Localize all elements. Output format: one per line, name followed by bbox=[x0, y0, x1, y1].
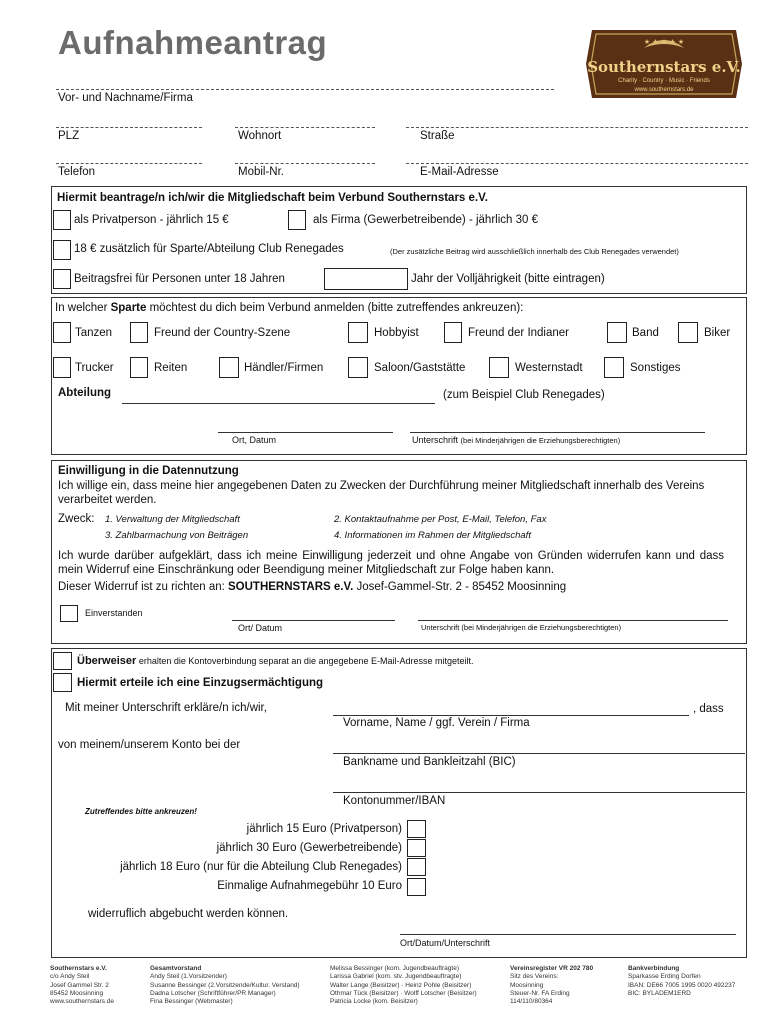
mobil-label: Mobil-Nr. bbox=[238, 166, 285, 178]
consent-date-label: Ort/ Datum bbox=[238, 623, 283, 633]
company-checkbox[interactable] bbox=[288, 210, 306, 230]
free-checkbox[interactable] bbox=[53, 269, 71, 289]
footer-col: Melissa Bessinger (kom. Jugendbeauftragte) Larissa Gabriel (kom. stv. Jugendbeauftragte) Walter Lange (Beisitzer) · Heinz Pohle (Beisitzer) Othmar Tück (Beisitzer) · Wolff Lotscher (Beisitzer) Patricia Locke (kom. Beisitzer) bbox=[330, 965, 477, 1006]
payment-option-checkbox-fee[interactable] bbox=[407, 878, 426, 896]
signature-line[interactable] bbox=[410, 432, 705, 433]
payer-name-label: Vorname, Name / ggf. Verein / Firma bbox=[343, 717, 530, 729]
sparte-label: Westernstadt bbox=[515, 362, 583, 374]
consent-revocation-text: Ich wurde darüber aufgeklärt, dass ich meine Einwilligung jederzeit und ohne Angabe von Gründen widerrufen kann und dass mein Widerruf eine Einschränkung oder Beendigung meiner Mitgliedschaft zur Folge haben kann. bbox=[58, 550, 724, 576]
payment-intro: Mit meiner Unterschrift erkläre/n ich/wir, bbox=[65, 702, 267, 714]
private-checkbox[interactable] bbox=[53, 210, 71, 230]
abteilung-example: (zum Beispiel Club Renegades) bbox=[443, 389, 605, 401]
ueberweiser-checkbox[interactable] bbox=[53, 652, 72, 670]
consent-heading: Einwilligung in die Datennutzung bbox=[58, 465, 239, 477]
sparte-checkbox-westernstadt[interactable] bbox=[489, 357, 509, 378]
footer-col: Vereinsregister VR 202 780 Sitz des Vereins: Moosinning Steuer-Nr. FA Erding 114/110/80364 bbox=[510, 965, 594, 1006]
sparte-label: Tanzen bbox=[75, 327, 113, 339]
page-title: Aufnahmeantrag bbox=[58, 24, 328, 61]
sparte-checkbox-reiten[interactable] bbox=[130, 357, 148, 378]
sparte-checkbox-hobbyist[interactable] bbox=[348, 322, 368, 343]
email-label: E-Mail-Adresse bbox=[420, 166, 499, 178]
iban-label: Kontonummer/IBAN bbox=[343, 795, 446, 807]
dass-label: , dass bbox=[693, 703, 724, 715]
sparte-checkbox-haendler[interactable] bbox=[219, 357, 239, 378]
abteilung-label: Abteilung bbox=[58, 387, 112, 399]
purpose-item: 3. Zahlbarmachung von Beiträgen bbox=[105, 530, 249, 541]
renegades-checkbox[interactable] bbox=[53, 240, 71, 260]
purpose-item: 1. Verwaltung der Mitgliedschaft bbox=[105, 514, 240, 525]
wohnort-label: Wohnort bbox=[238, 130, 282, 142]
sparte-checkbox-indianer[interactable] bbox=[444, 322, 462, 343]
sparte-label: Freund der Country-Szene bbox=[154, 327, 291, 339]
footer-col: Gesamtvorstand Andy Steil (1.Vorsitzender) Susanne Bessinger (2.Vorsitzende/Kultur. Verstand) Dadna Lotscher (Schriftführer/PR Manager) Fina Bessinger (Webmaster) bbox=[150, 965, 300, 1006]
bank-name-label: Bankname und Bankleitzahl (BIC) bbox=[343, 756, 516, 768]
abteilung-input[interactable] bbox=[122, 403, 435, 404]
sparte-label: Band bbox=[632, 327, 659, 339]
ort-datum-line[interactable] bbox=[218, 432, 393, 433]
logo-url: www.southernstars.de bbox=[634, 87, 694, 93]
konto-label: von meinem/unserem Konto bei der bbox=[58, 739, 241, 751]
sparte-label: Hobbyist bbox=[374, 327, 419, 339]
consent-signature-label: Unterschrift (bei Minderjährigen die Erziehungsberechtigten) bbox=[421, 623, 622, 632]
consent-signature-line[interactable] bbox=[418, 620, 728, 621]
renegades-label: 18 € zusätzlich für Sparte/Abteilung Club Renegades bbox=[74, 243, 344, 255]
svg-text:★ ★ ★ ★ ★: ★ ★ ★ ★ ★ bbox=[643, 38, 685, 46]
sparte-checkbox-country[interactable] bbox=[130, 322, 148, 343]
zweck-label: Zweck: bbox=[58, 513, 95, 525]
telefon-label: Telefon bbox=[58, 166, 96, 178]
iban-input[interactable] bbox=[333, 792, 745, 793]
sparte-checkbox-saloon[interactable] bbox=[348, 357, 368, 378]
einzug-checkbox[interactable] bbox=[53, 673, 72, 692]
widerruflich-label: widerruflich abgebucht werden können. bbox=[88, 908, 289, 920]
agree-checkbox[interactable] bbox=[60, 605, 78, 622]
sparte-checkbox-sonstiges[interactable] bbox=[604, 357, 624, 378]
payment-signature-label: Ort/Datum/Unterschrift bbox=[400, 938, 491, 948]
payment-option-label: Einmalige Aufnahmegebühr 10 Euro bbox=[217, 880, 402, 892]
purpose-item: 2. Kontaktaufnahme per Post, E-Mail, Telefon, Fax bbox=[334, 514, 547, 525]
logo-tagline: Charity · Country · Music · Friends bbox=[618, 78, 710, 84]
einzug-label: Hiermit erteile ich eine Einzugsermächtigung bbox=[77, 677, 324, 689]
footer-col: Bankverbindung Sparkasse Erding Dorfen IBAN: DE66 7005 1995 0020 492237 BIC: BYLADEM1ERD bbox=[628, 965, 736, 997]
sparte-label: Sonstiges bbox=[630, 362, 681, 374]
name-field[interactable] bbox=[56, 89, 554, 107]
payment-option-checkbox-18[interactable] bbox=[407, 858, 426, 876]
sparte-label: Saloon/Gaststätte bbox=[374, 362, 466, 374]
company-label: als Firma (Gewerbetreibende) - jährlich 30 € bbox=[313, 214, 538, 226]
majority-year-input[interactable] bbox=[324, 268, 408, 290]
free-label: Beitragsfrei für Personen unter 18 Jahren bbox=[74, 273, 285, 285]
sparte-label: Trucker bbox=[75, 362, 114, 374]
private-label: als Privatperson - jährlich 15 € bbox=[74, 214, 229, 226]
consent-date-line[interactable] bbox=[232, 620, 395, 621]
sparte-label: Freund der Indianer bbox=[468, 327, 570, 339]
payer-name-input[interactable] bbox=[333, 715, 689, 716]
sparte-checkbox-band[interactable] bbox=[607, 322, 627, 343]
plz-label: PLZ bbox=[58, 130, 80, 142]
signature-label: Unterschrift (bei Minderjährigen die Erziehungsberechtigten) bbox=[412, 435, 621, 445]
membership-heading: Hiermit beantrage/n ich/wir die Mitgliedschaft beim Verbund Southernstars e.V. bbox=[57, 192, 488, 204]
payment-option-checkbox-15[interactable] bbox=[407, 820, 426, 838]
payment-option-label: jährlich 15 Euro (Privatperson) bbox=[246, 823, 402, 835]
sparte-checkbox-trucker[interactable] bbox=[53, 357, 71, 378]
payment-option-label: jährlich 18 Euro (nur für die Abteilung Club Renegades) bbox=[120, 861, 402, 873]
sparte-checkbox-biker[interactable] bbox=[678, 322, 698, 343]
ueberweiser-label: Überweiser erhalten die Kontoverbindung separat an die angegebene E-Mail-Adresse mitgeteilt. bbox=[77, 655, 474, 667]
name-field-label: Vor- und Nachname/Firma bbox=[58, 92, 193, 104]
agree-label: Einverstanden bbox=[85, 608, 143, 618]
bank-name-input[interactable] bbox=[333, 753, 745, 754]
majority-year-label: Jahr der Volljährigkeit (bitte eintragen) bbox=[411, 273, 605, 285]
payment-signature-line[interactable] bbox=[400, 934, 736, 935]
widerruf-line: Dieser Widerruf ist zu richten an: SOUTHERNSTARS e.V. Josef-Gammel-Str. 2 - 85452 Moosinning bbox=[58, 581, 567, 593]
ort-datum-label: Ort, Datum bbox=[232, 435, 277, 445]
payment-option-checkbox-30[interactable] bbox=[407, 839, 426, 857]
consent-text: Ich willige ein, dass meine hier angegebenen Daten zu Zwecken der Durchführung meiner Mitgliedschaft innerhalb des Vereins verarbeitet werden. bbox=[58, 480, 705, 506]
sparte-label: Reiten bbox=[154, 362, 188, 374]
sparte-label: Biker bbox=[704, 327, 731, 339]
footer-col: Southernstars e.V. c/o Andy Steil Josef Gammel Str. 2 85452 Moosinning www.southernstars.de bbox=[50, 965, 114, 1006]
renegades-note: (Der zusätzliche Beitrag wird ausschließlich innerhalb des Club Renegades verwendet) bbox=[390, 247, 679, 256]
payment-option-label: jährlich 30 Euro (Gewerbetreibende) bbox=[216, 842, 402, 854]
sparte-question: In welcher Sparte möchtest du dich beim Verbund anmelden (bitte zutreffendes ankreuzen): bbox=[55, 302, 524, 314]
sparte-checkbox-tanzen[interactable] bbox=[53, 322, 71, 343]
purpose-item: 4. Informationen im Rahmen der Mitgliedschaft bbox=[334, 530, 531, 541]
sparte-label: Händler/Firmen bbox=[244, 362, 324, 374]
southernstars-logo bbox=[584, 26, 744, 102]
hint-label: Zutreffendes bitte ankreuzen! bbox=[85, 807, 197, 816]
logo-name: Southernstars e.V. bbox=[587, 58, 741, 76]
strasse-label: Straße bbox=[420, 130, 455, 142]
